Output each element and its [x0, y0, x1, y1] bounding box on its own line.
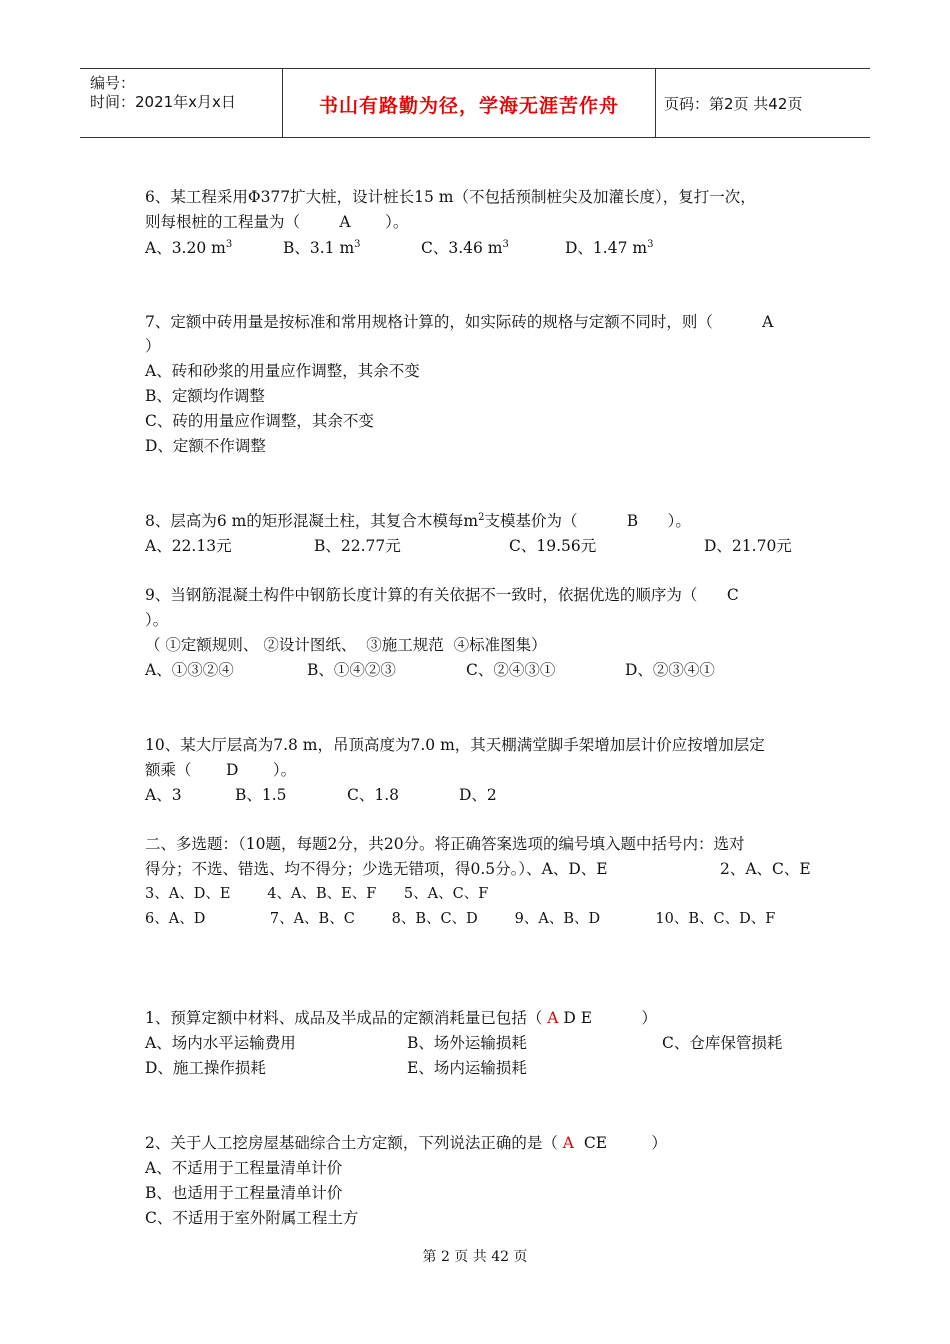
q6-option-c: C、3.46 $m^3$	[421, 239, 509, 257]
q6-stem-line2: 则每根桩的工程量为（ A ）。	[145, 213, 409, 231]
q8-option-c: C、19.56元	[509, 537, 597, 555]
q8-stem: 8、层高为6 m的矩形混凝土柱，其复合木模每$m^2$支模基价为（ B ）。	[145, 512, 691, 530]
q7-stem-line1: 7、定额中砖用量是按标准和常用规格计算的，如实际砖的规格与定额不同时，则（ A	[145, 313, 774, 331]
q10-stem-line2: 额乘（ D ）。	[145, 761, 297, 779]
q7-option-d: D、定额不作调整	[145, 437, 266, 455]
page-footer: 第 2 页 共 42 页	[422, 1249, 528, 1265]
header-page-cell	[656, 69, 870, 137]
header-motto-cell	[283, 69, 656, 137]
q9-option-d: D、②③④①	[625, 661, 715, 679]
header-info-cell	[80, 69, 283, 137]
section2-answers-line4: 6、A、D 7、A、B、C 8、B、C、D 9、A、B、D 10、B、C、D、F	[145, 911, 776, 927]
q7-option-c: C、砖的用量应作调整，其余不变	[145, 412, 374, 430]
q9-stem-line1: 9、当钢筋混凝土构件中钢筋长度计算的有关依据不一致时，依据优选的顺序为（ C	[145, 586, 739, 604]
m1-option-b: B、场外运输损耗	[407, 1034, 527, 1052]
motto: 书山有路勤为径，学海无涯苦作舟	[318, 95, 619, 117]
q9-option-c: C、②④③①	[466, 661, 556, 679]
q6-option-a: A、3.20 $m^3$	[145, 239, 233, 257]
m2-stem: 2、关于人工挖房屋基础综合土方定额，下列说法正确的是（ A CE ）	[145, 1134, 667, 1152]
q9-stem-line2: ）。	[145, 611, 169, 629]
section2-answer-2: 2、A、C、E	[720, 860, 811, 878]
number-label: 编号：	[90, 74, 136, 92]
q6-option-d: D、1.47 $m^3$	[565, 239, 654, 257]
q9-option-b: B、①④②③	[307, 661, 396, 679]
q8-option-b: B、22.77元	[314, 537, 401, 555]
time-label: 时间：2021年x月x日	[90, 93, 236, 111]
m1-option-d: D、施工操作损耗	[145, 1059, 266, 1077]
m1-option-c: C、仓库保管损耗	[662, 1034, 783, 1052]
section2-heading-line2: 得分；不选、错选、均不得分；少选无错项，得0.5分。）、A、D、E	[145, 860, 608, 878]
m1-option-e: E、场内运输损耗	[407, 1059, 527, 1077]
q9-option-a: A、①③②④	[145, 661, 234, 679]
m2-option-b: B、也适用于工程量清单计价	[145, 1184, 343, 1202]
section2-answers-line3: 3、A、D、E 4、A、B、E、F 5、A、C、F	[145, 886, 489, 902]
q7-option-b: B、定额均作调整	[145, 387, 265, 405]
q6-stem-line1: 6、某工程采用Φ377扩大桩，设计桩长15 m（不包括预制桩尖及加灌长度），复打一次，	[145, 188, 756, 206]
q9-stem-line3: （ ①定额规则、 ②设计图纸、 ③施工规范 ④标准图集）	[145, 636, 547, 654]
q7-stem-line2: ）	[145, 337, 161, 355]
q6-option-b: B、3.1 $m^3$	[283, 239, 361, 257]
section2-heading-line1: 二、多选题：（10题，每题2分，共20分。将正确答案选项的编号填入题中括号内：选对	[145, 835, 745, 853]
m2-option-c: C、不适用于室外附属工程土方	[145, 1209, 359, 1227]
q10-option-c: C、1.8	[347, 786, 400, 804]
page-number-label: 页码：第2页 共42页	[664, 95, 803, 113]
m2-option-a: A、不适用于工程量清单计价	[145, 1159, 343, 1177]
q10-stem-line1: 10、某大厅层高为7.8 m，吊顶高度为7.0 m，其天棚满堂脚手架增加层计价应按增加层定	[145, 736, 765, 754]
m1-stem: 1、预算定额中材料、成品及半成品的定额消耗量已包括（ A D E ）	[145, 1009, 657, 1027]
m1-option-a: A、场内水平运输费用	[145, 1034, 296, 1052]
q10-option-b: B、1.5	[235, 786, 287, 804]
page-header	[80, 68, 870, 138]
q7-option-a: A、砖和砂浆的用量应作调整，其余不变	[145, 362, 420, 380]
q8-option-d: D、21.70元	[704, 537, 792, 555]
q10-option-a: A、3	[145, 786, 182, 804]
q10-option-d: D、2	[459, 786, 497, 804]
q8-option-a: A、22.13元	[145, 537, 232, 555]
